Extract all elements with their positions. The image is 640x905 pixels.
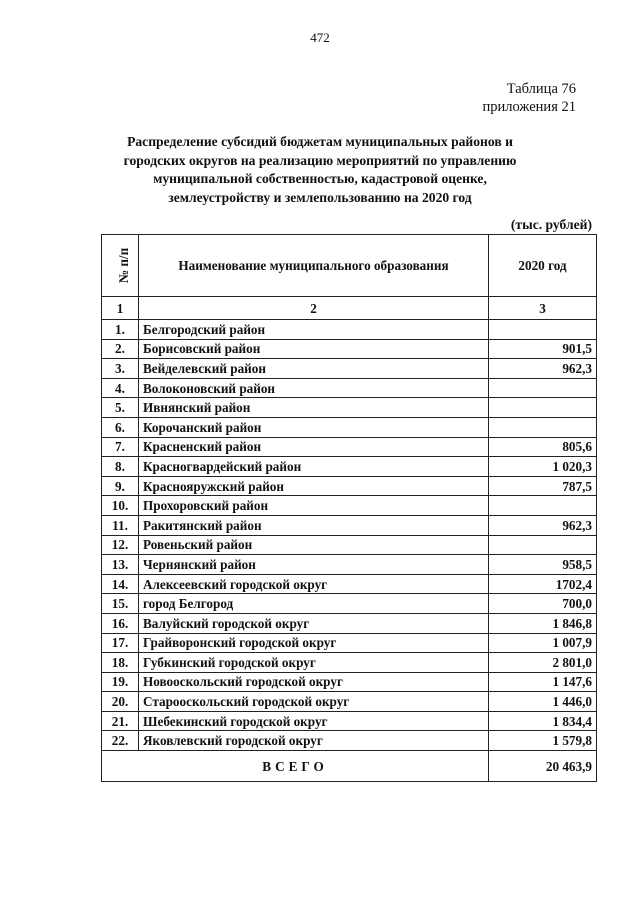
- table-row: [102, 731, 597, 751]
- table-row: [102, 535, 597, 555]
- row-amount: [489, 320, 597, 340]
- row-amount: 1702,4: [489, 574, 597, 594]
- row-number: 14.: [102, 574, 139, 594]
- table-row: [102, 437, 597, 457]
- table-row: [102, 515, 597, 535]
- table-row: [102, 398, 597, 418]
- total-row: [102, 751, 597, 782]
- table-row: [102, 476, 597, 496]
- title-line: городских округов на реализацию мероприятий по управлению: [123, 152, 517, 168]
- table-row: [102, 672, 597, 692]
- row-amount: 805,6: [489, 437, 597, 457]
- row-amount: [489, 496, 597, 516]
- column-index: 2: [139, 297, 489, 320]
- table-row: [102, 574, 597, 594]
- row-municipality-name: Красненский район: [139, 437, 489, 457]
- row-number: 15.: [102, 594, 139, 614]
- column-index: 1: [102, 297, 139, 320]
- row-amount: [489, 378, 597, 398]
- table-row: [102, 711, 597, 731]
- row-amount: 700,0: [489, 594, 597, 614]
- row-number: 16.: [102, 613, 139, 633]
- row-amount: 1 147,6: [489, 672, 597, 692]
- row-municipality-name: Шебекинский городской округ: [139, 711, 489, 731]
- row-municipality-name: Старооскольский городской округ: [139, 692, 489, 712]
- row-amount: 1 846,8: [489, 613, 597, 633]
- row-amount: [489, 398, 597, 418]
- row-number: 11.: [102, 515, 139, 535]
- title-line: землеустройству и землепользованию на 2020 год: [168, 189, 472, 205]
- table-row: [102, 555, 597, 575]
- table-caption: [483, 80, 576, 116]
- table-row: [102, 496, 597, 516]
- row-municipality-name: Валуйский городской округ: [139, 613, 489, 633]
- row-number: 6.: [102, 417, 139, 437]
- table-row: [102, 692, 597, 712]
- caption-table-number: Таблица 76: [506, 81, 576, 97]
- table-row: [102, 339, 597, 359]
- subsidies-table: [101, 234, 597, 782]
- row-number: 1.: [102, 320, 139, 340]
- table-row: [102, 457, 597, 477]
- row-number: 17.: [102, 633, 139, 653]
- table-row: [102, 653, 597, 673]
- row-municipality-name: Борисовский район: [139, 339, 489, 359]
- row-number: 5.: [102, 398, 139, 418]
- row-municipality-name: Прохоровский район: [139, 496, 489, 516]
- column-index: 3: [489, 297, 597, 320]
- row-amount: [489, 417, 597, 437]
- row-amount: 962,3: [489, 359, 597, 379]
- row-municipality-name: Чернянский район: [139, 555, 489, 575]
- row-amount: 1 579,8: [489, 731, 597, 751]
- row-amount: [489, 535, 597, 555]
- row-number: 4.: [102, 378, 139, 398]
- row-municipality-name: Новооскольский городской округ: [139, 672, 489, 692]
- row-amount: 958,5: [489, 555, 597, 575]
- total-label: ВСЕГО: [102, 751, 489, 782]
- row-amount: 2 801,0: [489, 653, 597, 673]
- row-number: 22.: [102, 731, 139, 751]
- row-number: 19.: [102, 672, 139, 692]
- row-municipality-name: Ракитянский район: [139, 515, 489, 535]
- row-municipality-name: Белгородский район: [139, 320, 489, 340]
- title-line: муниципальной собственностью, кадастровой оценке,: [153, 171, 487, 186]
- row-number: 7.: [102, 437, 139, 457]
- caption-appendix-number: приложения 21: [482, 99, 576, 115]
- table-row: [102, 320, 597, 340]
- row-amount: 787,5: [489, 476, 597, 496]
- row-municipality-name: Волоконовский район: [139, 378, 489, 398]
- units-note: (тыс. рублей): [510, 217, 592, 232]
- row-municipality-name: Алексеевский городской округ: [139, 574, 489, 594]
- total-value: 20 463,9: [489, 751, 597, 782]
- row-number: 18.: [102, 653, 139, 673]
- table-header-row: [102, 235, 597, 297]
- title-line: Распределение субсидий бюджетам муниципальных районов и: [127, 134, 513, 149]
- row-number: 3.: [102, 359, 139, 379]
- row-number: 20.: [102, 692, 139, 712]
- row-municipality-name: Ровеньский район: [139, 535, 489, 555]
- row-number: 13.: [102, 555, 139, 575]
- column-header-number: [102, 235, 139, 297]
- column-index-row: [102, 297, 597, 320]
- table-row: [102, 633, 597, 653]
- table-row: [102, 613, 597, 633]
- row-amount: 1 007,9: [489, 633, 597, 653]
- row-number: 21.: [102, 711, 139, 731]
- column-header-number-text: № п/п: [116, 247, 132, 284]
- row-municipality-name: Яковлевский городской округ: [139, 731, 489, 751]
- row-amount: 1 446,0: [489, 692, 597, 712]
- table-row: [102, 594, 597, 614]
- table-row: [102, 378, 597, 398]
- row-municipality-name: Красногвардейский район: [139, 457, 489, 477]
- row-municipality-name: Вейделевский район: [139, 359, 489, 379]
- table-row: [102, 417, 597, 437]
- row-number: 2.: [102, 339, 139, 359]
- row-municipality-name: Грайворонский городской округ: [139, 633, 489, 653]
- row-amount: 901,5: [489, 339, 597, 359]
- row-municipality-name: город Белгород: [139, 594, 489, 614]
- row-number: 12.: [102, 535, 139, 555]
- table-row: [102, 359, 597, 379]
- row-amount: 962,3: [489, 515, 597, 535]
- column-header-name: Наименование муниципального образования: [139, 235, 489, 297]
- table-body: [102, 320, 597, 751]
- row-number: 8.: [102, 457, 139, 477]
- document-title: [60, 133, 580, 207]
- row-municipality-name: Краснояружский район: [139, 476, 489, 496]
- row-municipality-name: Корочанский район: [139, 417, 489, 437]
- row-number: 9.: [102, 476, 139, 496]
- row-municipality-name: Ивнянский район: [139, 398, 489, 418]
- row-amount: 1 834,4: [489, 711, 597, 731]
- column-header-year: 2020 год: [489, 235, 597, 297]
- page-number: 472: [310, 30, 330, 45]
- row-municipality-name: Губкинский городской округ: [139, 653, 489, 673]
- row-number: 10.: [102, 496, 139, 516]
- row-amount: 1 020,3: [489, 457, 597, 477]
